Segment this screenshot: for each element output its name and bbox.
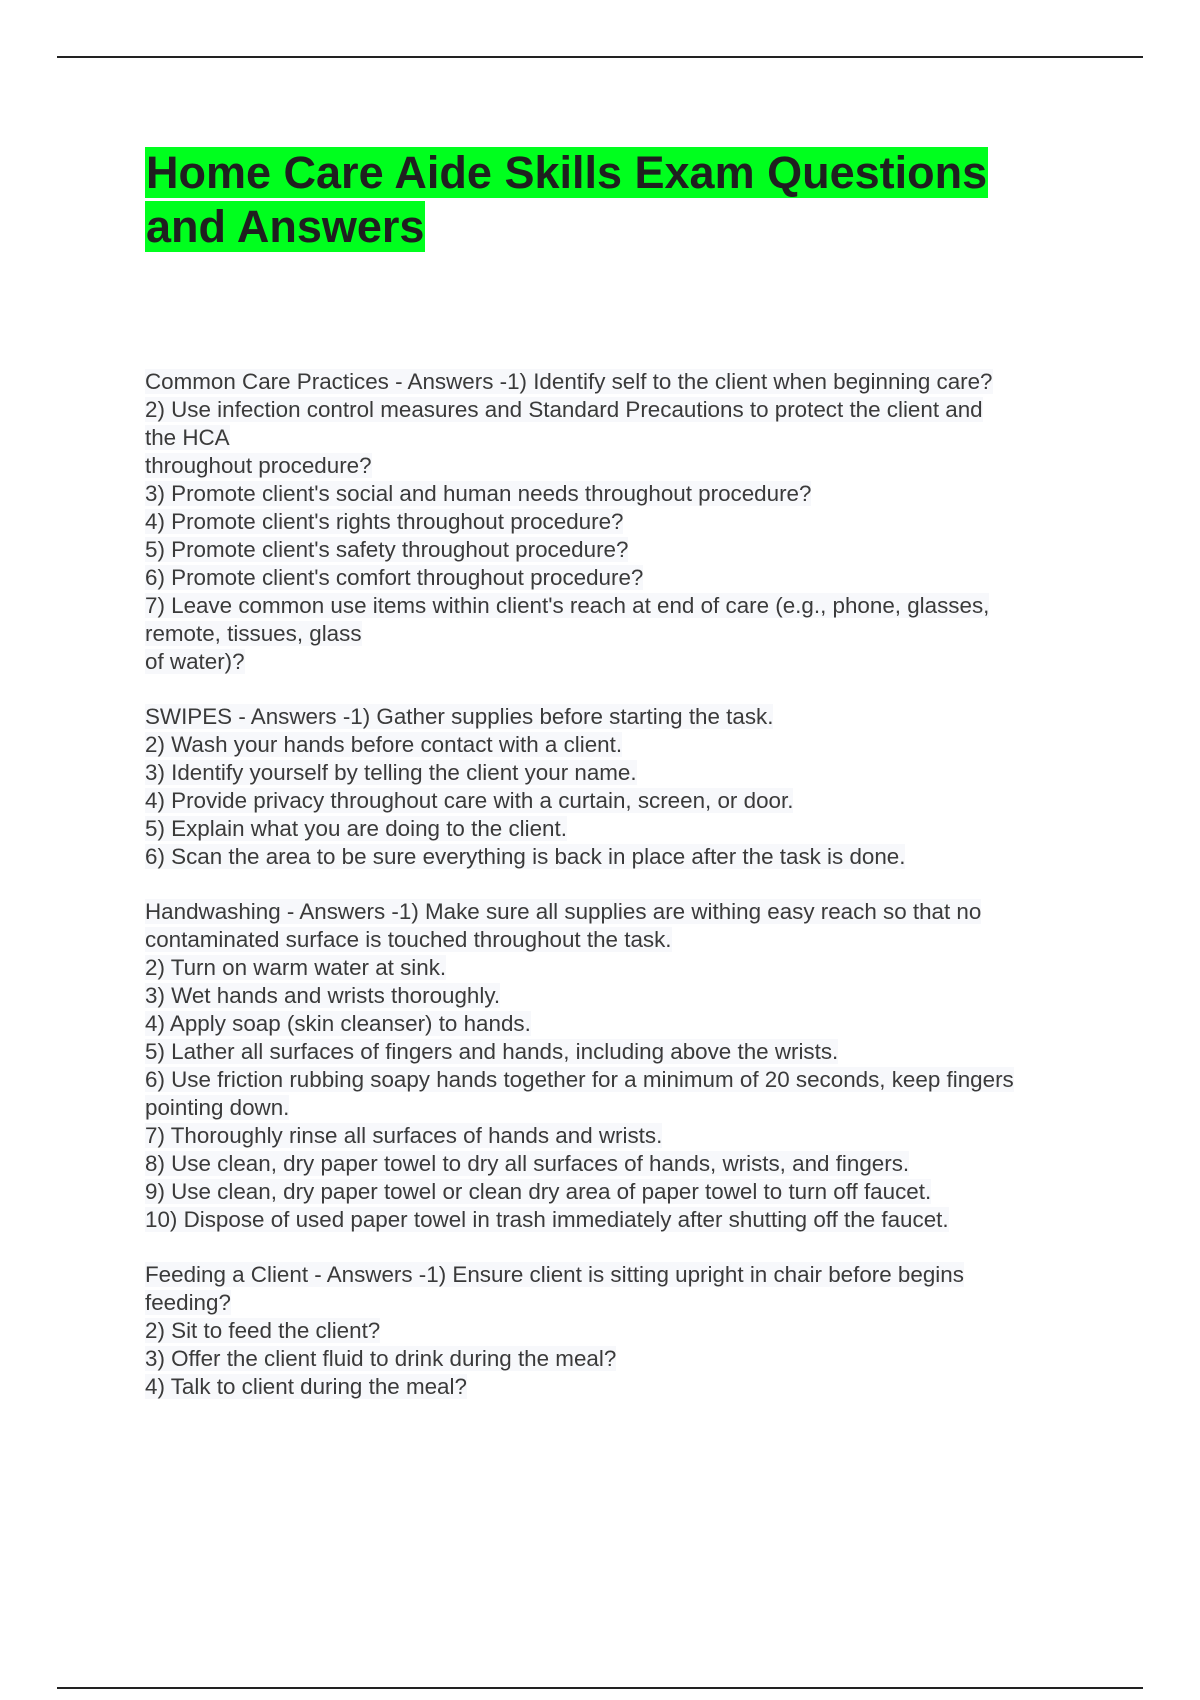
- text-line-content: 3) Promote client's social and human needs throughout procedure?: [145, 481, 812, 506]
- section-handwashing: [145, 898, 1105, 1234]
- text-line: [145, 1373, 1105, 1401]
- text-line-content: 4) Apply soap (skin cleanser) to hands.: [145, 1011, 531, 1036]
- text-line: [145, 1038, 1105, 1066]
- text-line: [145, 1066, 1105, 1094]
- text-line-content: 6) Scan the area to be sure everything is back in place after the task is done.: [145, 844, 906, 869]
- text-line: [145, 1010, 1105, 1038]
- title-line-1: Home Care Aide Skills Exam Questions: [146, 147, 988, 198]
- text-line: [145, 368, 1105, 396]
- text-line-content: 5) Explain what you are doing to the client.: [145, 816, 567, 841]
- text-line: [145, 759, 1105, 787]
- text-line: [145, 648, 1105, 676]
- text-line: [145, 508, 1105, 536]
- document-body: [145, 368, 1105, 1428]
- page-title: [145, 146, 1105, 254]
- text-line: [145, 954, 1105, 982]
- text-line-content: 6) Promote client's comfort throughout procedure?: [145, 565, 644, 590]
- text-line: [145, 703, 1105, 731]
- text-line: [145, 1261, 1105, 1289]
- text-line: [145, 480, 1105, 508]
- text-line-content: 3) Offer the client fluid to drink during the meal?: [145, 1346, 617, 1371]
- text-line-content: 10) Dispose of used paper towel in trash immediately after shutting off the faucet.: [145, 1207, 949, 1232]
- text-line-content: pointing down.: [145, 1095, 290, 1120]
- text-line: [145, 1094, 1105, 1122]
- text-line-content: 6) Use friction rubbing soapy hands together for a minimum of 20 seconds, keep fingers: [145, 1067, 1014, 1092]
- text-line-content: 4) Promote client's rights throughout procedure?: [145, 509, 624, 534]
- text-line: [145, 1345, 1105, 1373]
- text-line-content: 2) Sit to feed the client?: [145, 1318, 381, 1343]
- text-line-content: 5) Lather all surfaces of fingers and hands, including above the wrists.: [145, 1039, 839, 1064]
- text-line: [145, 1206, 1105, 1234]
- text-line-content: 5) Promote client's safety throughout procedure?: [145, 537, 629, 562]
- text-line-content: remote, tissues, glass: [145, 621, 362, 646]
- text-line-content: 3) Wet hands and wrists thoroughly.: [145, 983, 501, 1008]
- text-line: [145, 1178, 1105, 1206]
- title-line-2: and Answers: [146, 201, 425, 252]
- text-line: [145, 898, 1105, 926]
- text-line-content: 4) Provide privacy throughout care with a curtain, screen, or door.: [145, 788, 794, 813]
- text-line-content: 3) Identify yourself by telling the client your name.: [145, 760, 637, 785]
- text-line-content: 4) Talk to client during the meal?: [145, 1374, 467, 1399]
- text-line: [145, 1317, 1105, 1345]
- text-line: [145, 452, 1105, 480]
- text-line: [145, 536, 1105, 564]
- text-line: [145, 592, 1105, 620]
- top-rule: [57, 56, 1143, 58]
- text-line-content: contaminated surface is touched throughout the task.: [145, 927, 672, 952]
- text-line: [145, 564, 1105, 592]
- text-line-content: Feeding a Client - Answers -1) Ensure client is sitting upright in chair before begins: [145, 1262, 964, 1287]
- text-line-content: feeding?: [145, 1290, 231, 1315]
- text-line: [145, 926, 1105, 954]
- text-line-content: of water)?: [145, 649, 245, 674]
- text-line: [145, 1150, 1105, 1178]
- bottom-rule: [57, 1687, 1143, 1689]
- text-line: [145, 787, 1105, 815]
- text-line: [145, 982, 1105, 1010]
- text-line: [145, 424, 1105, 452]
- text-line-content: 7) Thoroughly rinse all surfaces of hands and wrists.: [145, 1123, 663, 1148]
- text-line-content: the HCA: [145, 425, 230, 450]
- text-line: [145, 815, 1105, 843]
- text-line-content: 7) Leave common use items within client's reach at end of care (e.g., phone, glasses,: [145, 593, 990, 618]
- text-line-content: throughout procedure?: [145, 453, 372, 478]
- text-line-content: 8) Use clean, dry paper towel to dry all surfaces of hands, wrists, and fingers.: [145, 1151, 910, 1176]
- text-line: [145, 620, 1105, 648]
- text-line: [145, 731, 1105, 759]
- text-line-content: Common Care Practices - Answers -1) Identify self to the client when beginning care?: [145, 369, 993, 394]
- text-line-content: 2) Turn on warm water at sink.: [145, 955, 447, 980]
- section-feeding-a-client: [145, 1261, 1105, 1401]
- section-common-care-practices: [145, 368, 1105, 676]
- section-swipes: [145, 703, 1105, 871]
- text-line-content: SWIPES - Answers -1) Gather supplies before starting the task.: [145, 704, 774, 729]
- text-line: [145, 1289, 1105, 1317]
- text-line: [145, 396, 1105, 424]
- text-line-content: Handwashing - Answers -1) Make sure all supplies are withing easy reach so that no: [145, 899, 982, 924]
- text-line: [145, 1122, 1105, 1150]
- text-line: [145, 843, 1105, 871]
- text-line-content: 2) Use infection control measures and Standard Precautions to protect the client and: [145, 397, 983, 422]
- text-line-content: 9) Use clean, dry paper towel or clean dry area of paper towel to turn off faucet.: [145, 1179, 932, 1204]
- text-line-content: 2) Wash your hands before contact with a client.: [145, 732, 623, 757]
